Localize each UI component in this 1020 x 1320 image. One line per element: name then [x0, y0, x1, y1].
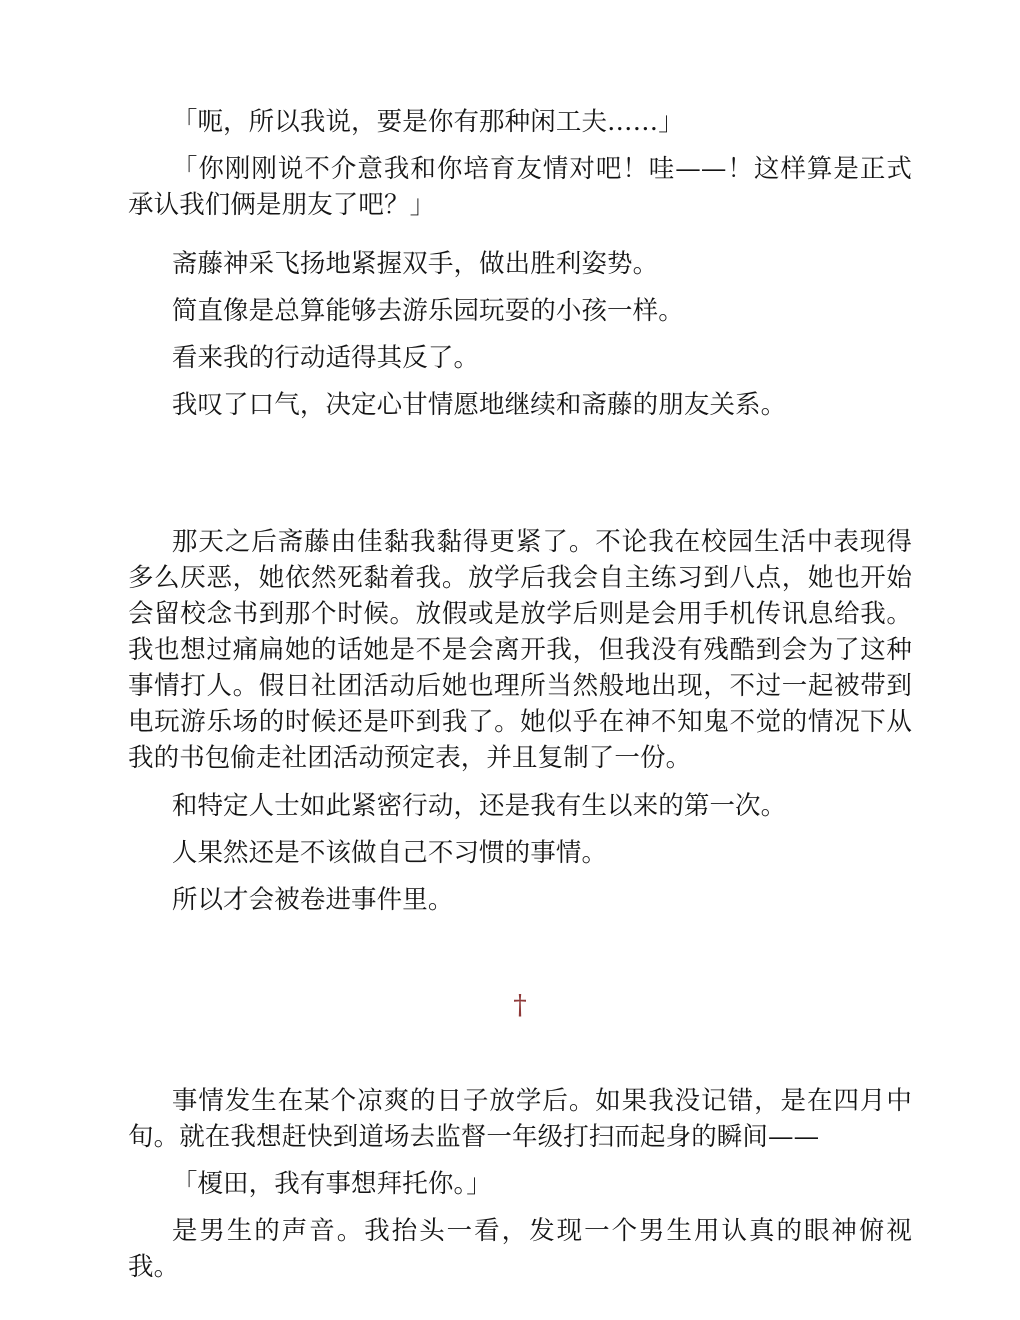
page-body: [128, 104, 912, 1285]
paragraph-narration-4: 我叹了口气，决定心甘情愿地继续和斋藤的朋友关系。: [171, 390, 787, 420]
narration-group-4: [128, 1083, 912, 1285]
spacer-after-dialogue-group: [128, 234, 912, 246]
scene-break-dagger-icon: †: [513, 990, 527, 1021]
paragraph-narration-8: 事情发生在某个凉爽的日子放学后。如果我没记错，是在四月中旬。就在我想赶快到道场去监督一年级打扫而起身的瞬间——: [128, 1086, 912, 1152]
paragraph-dialogue-1: 「呃，所以我说，要是你有那种闲工夫……」: [171, 107, 684, 137]
spacer-after-scene-break: [128, 1023, 912, 1083]
spacer-after-long-body: [128, 776, 912, 788]
paragraph-dialogue-2: 「你刚刚说不介意我和你培育友情对吧！哇——！这样算是正式承认我们俩是朋友了吧？」: [128, 154, 912, 220]
paragraph-narration-1: 斋藤神采飞扬地紧握双手，做出胜利姿势。: [171, 249, 659, 279]
paragraph-narration-9: 是男生的声音。我抬头一看，发现一个男生用认真的眼神俯视我。: [128, 1216, 912, 1282]
paragraph-dialogue-3: 「榎田，我有事想拜托你。」: [171, 1169, 492, 1199]
dialogue-group-top: [128, 104, 912, 223]
paragraph-narration-7: 所以才会被卷进事件里。: [171, 885, 454, 915]
paragraph-narration-5: 和特定人士如此紧密行动，还是我有生以来的第一次。: [171, 791, 787, 821]
narration-group-3: [128, 788, 912, 918]
paragraph-long-body: 那天之后斋藤由佳黏我黏得更紧了。不论我在校园生活中表现得多么厌恶，她依然死黏着我。放学后我会自主练习到八点，她也开始会留校念书到那个时候。放假或是放学后则是会用手机传讯息给我。我也想过痛扁她的话她是不是会离开我，但我没有残酷到会为了这种事情打人。假日社团活动后她也理所当然般地出现，不过一起被带到电玩游乐场的时候还是吓到我了。她似乎在神不知鬼不觉的情况下从我的书包偷走社团活动预定表，并且复制了一份。: [128, 527, 912, 773]
narration-group-1: [128, 246, 912, 423]
paragraph-narration-6: 人果然还是不该做自己不习惯的事情。: [171, 838, 608, 868]
paragraph-narration-3: 看来我的行动适得其反了。: [171, 343, 480, 373]
narration-group-2: [128, 524, 912, 776]
spacer-before-scene-break: [128, 929, 912, 989]
spacer-section-break-1: [128, 434, 912, 524]
paragraph-narration-2: 简直像是总算能够去游乐园玩耍的小孩一样。: [171, 296, 684, 326]
